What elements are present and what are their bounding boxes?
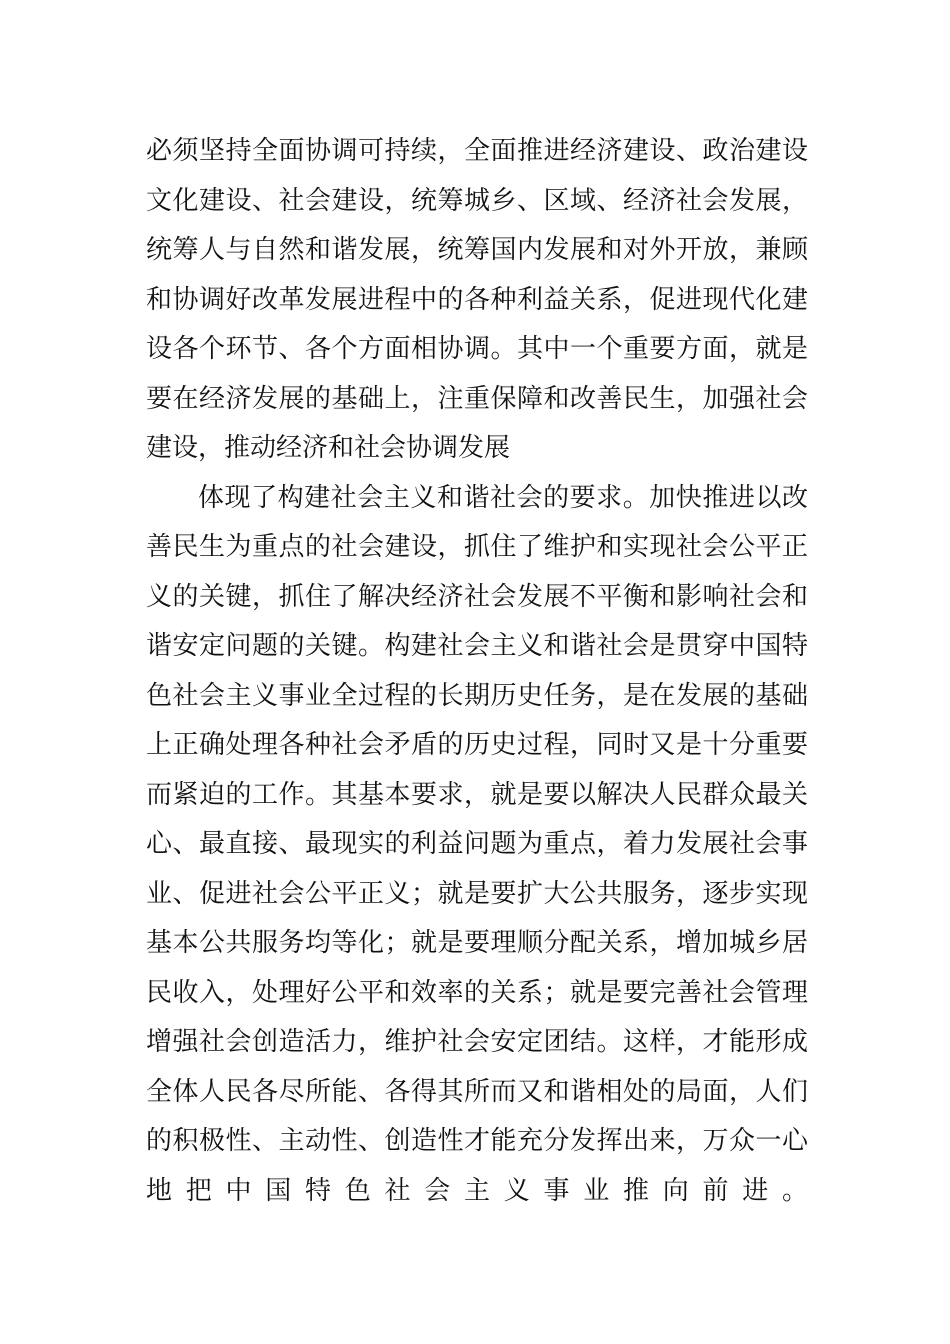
text-line: 义的关键，抓住了解决经济社会发展不平衡和影响社会和 <box>146 581 808 612</box>
text-line: 建设，推动经济和社会协调发展 <box>146 433 511 463</box>
text-line: 全体人民各尽所能、各得其所而又和谐相处的局面，人们 <box>146 1076 808 1107</box>
text-line: 统筹人与自然和谐发展，统筹国内发展和对外开放，兼顾 <box>146 235 808 265</box>
document-body <box>146 127 808 1266</box>
text-line: 设各个环节、各个方面相协调。其中一个重要方面，就是 <box>146 334 808 364</box>
text-line: 而紧迫的工作。其基本要求，就是要以解决人民群众最关 <box>146 779 808 810</box>
text-line: 要在经济发展的基础上，注重保障和改善民生，加强社会 <box>146 383 808 414</box>
text-line: 地把中国特色社会主义事业推向前进。 <box>146 1175 808 1206</box>
text-line: 文化建设、社会建设，统筹城乡、区域、经济社会发展， <box>146 185 808 216</box>
paragraph-1 <box>146 127 808 474</box>
text-line: 体现了构建社会主义和谐社会的要求。加快推进以改 <box>198 482 808 513</box>
text-line: 善民生为重点的社会建设，抓住了维护和实现社会公平正 <box>146 532 808 562</box>
text-line: 的积极性、主动性、创造性才能充分发挥出来，万众一心 <box>146 1126 808 1156</box>
text-line: 增强社会创造活力，维护社会安定团结。这样，才能形成 <box>146 1027 808 1057</box>
text-line: 基本公共服务均等化；就是要理顺分配关系，增加城乡居 <box>146 928 808 958</box>
text-line <box>146 1216 808 1266</box>
text-line: 必须坚持全面协调可持续，全面推进经济建设、政治建设 <box>146 136 808 166</box>
text-line: 心、最直接、最现实的利益问题为重点，着力发展社会事 <box>146 829 808 859</box>
text-line: 上正确处理各种社会矛盾的历史过程，同时又是十分重要 <box>146 730 808 760</box>
paragraph-2 <box>146 474 808 1266</box>
text-line: 色社会主义事业全过程的长期历史任务，是在发展的基础 <box>146 680 808 711</box>
text-line: 业、促进社会公平正义；就是要扩大公共服务，逐步实现 <box>146 878 808 909</box>
text-line: 谐安定问题的关键。构建社会主义和谐社会是贯穿中国特 <box>146 631 808 661</box>
text-line: 和协调好改革发展进程中的各种利益关系，促进现代化建 <box>146 284 808 315</box>
text-line: 民收入，处理好公平和效率的关系；就是要完善社会管理 <box>146 977 808 1008</box>
